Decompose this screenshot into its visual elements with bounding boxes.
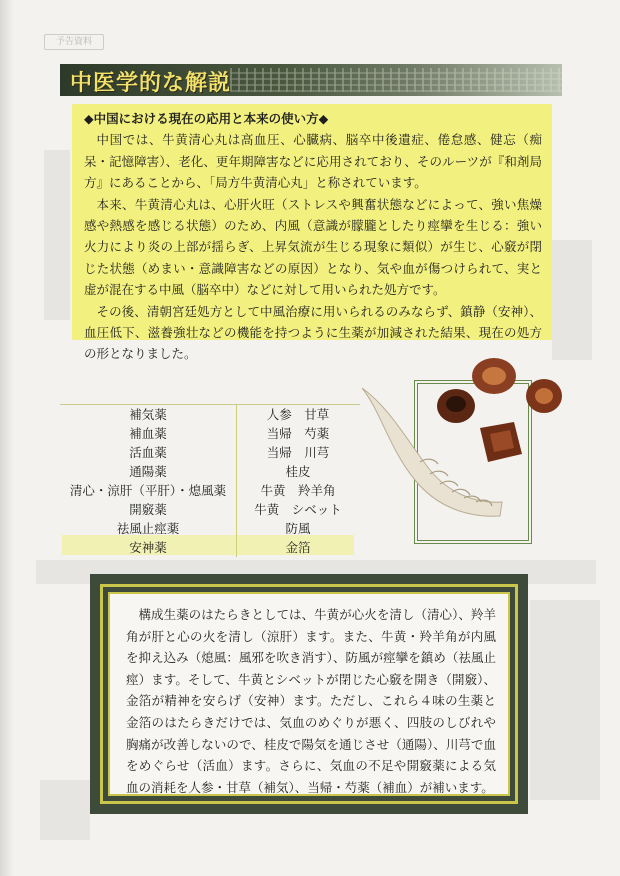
intro-heading: ◆中国における現在の応用と本来の使い方◆ bbox=[84, 111, 329, 126]
herbs-cell: 牛黄 シベット bbox=[254, 502, 342, 517]
herbs-cell: 金箔 bbox=[285, 540, 311, 555]
table-row bbox=[60, 424, 360, 443]
herbs-cell: 当帰 川芎 bbox=[266, 445, 330, 460]
page-title: 中医学的な解説 bbox=[70, 70, 232, 96]
herbs-cell: 桂皮 bbox=[285, 464, 311, 479]
document-tag: 予告資料 bbox=[44, 34, 104, 50]
effect-cell: 通陽薬 bbox=[60, 462, 237, 481]
herbs-cell: 防風 bbox=[285, 521, 311, 536]
intro-paragraph: 本来、牛黄清心丸は、心肝火旺（ストレスや興奮状態などによって、強い焦燥感や熱感を感じる状態）のため、内風（意識が朦朧としたり痙攣を生じる：強い火力により炎の上部が揺らぎ、上昇気流が生じる現象に類似）が生じ、心竅が閉じた状態（めまい・意識障害などの原因）となり、気や血が傷つけられて、実と虚が混在する中風（脳卒中）などに対して用いられた処方です。 bbox=[84, 196, 542, 298]
table-row bbox=[60, 538, 360, 557]
effect-cell: 補気薬 bbox=[60, 405, 237, 424]
show-through-block bbox=[40, 780, 90, 840]
bottom-explanation-text: 構成生薬のはたらきとしては、牛黄が心火を清し（清心）、羚羊角が肝と心の火を清し（涼肝）ます。また、牛黄・羚羊角が内風を抑え込み（熄風：風邪を吹き消す）、防風が痙攣を鎮め（祛風止痙）ます。そして、牛黄とシベットが閉じた心竅を開き（開竅）、金箔が精神を安らげ（安神）ます。ただし、これら４味の生薬と金箔のはたらきだけでは、気血のめぐりが悪く、四肢のしびれや胸痛が改善しないので、桂皮で陽気を通じさせ（通陽）、川芎で血をめぐらせ（活血）ます。さらに、気血の不足や開竅薬による気血の消耗を人参・甘草（補気）、当帰・芍薬（補血）が補います。 bbox=[126, 607, 496, 795]
table-row bbox=[60, 405, 360, 424]
effect-cell: 祛風止痙薬 bbox=[60, 519, 237, 538]
table-row bbox=[60, 519, 360, 538]
effect-cell: 安神薬 bbox=[60, 538, 237, 557]
herbs-cell: 人参 甘草 bbox=[266, 407, 330, 422]
table-row bbox=[60, 443, 360, 462]
bottom-explanation-panel bbox=[108, 592, 510, 796]
antelope-horn-image bbox=[362, 388, 502, 516]
table-row bbox=[60, 500, 360, 519]
effect-cell: 清心・涼肝（平肝）・熄風薬 bbox=[60, 481, 237, 500]
effect-cell: 補血薬 bbox=[60, 424, 237, 443]
herb-photo bbox=[360, 350, 570, 550]
intro-paragraph: 中国では、牛黄清心丸は高血圧、心臓病、脳卒中後遺症、倦怠感、健忘（痴呆・記憶障害）、老化、更年期障害などに応用されており、そのルーツが『和剤局方』にあることから、「局方牛黄清心丸」と称されています。 bbox=[84, 132, 542, 191]
herbal-pill-slices-image bbox=[437, 358, 562, 462]
show-through-block bbox=[44, 150, 70, 320]
herbs-cell: 当帰 芍薬 bbox=[266, 426, 330, 441]
fret-pattern-decoration bbox=[230, 68, 562, 92]
effect-cell: 活血薬 bbox=[60, 443, 237, 462]
table-row bbox=[60, 481, 360, 500]
herbs-cell: 牛黄 羚羊角 bbox=[260, 483, 336, 498]
effect-cell: 開竅薬 bbox=[60, 500, 237, 519]
show-through-block bbox=[552, 240, 592, 360]
show-through-block bbox=[530, 600, 600, 800]
section-title-bar bbox=[60, 64, 562, 96]
table-row bbox=[60, 462, 360, 481]
intro-section bbox=[84, 108, 542, 365]
herb-classification-table bbox=[60, 404, 360, 557]
intro-paragraph: その後、清朝宮廷処方として中風治療に用いられるのみならず、鎮静（安神）、血圧低下、滋養強壮などの機能を持つように生薬が加減された結果、現在の処方の形となりました。 bbox=[84, 303, 542, 362]
bottom-explanation-frame bbox=[90, 574, 528, 814]
page-edge-shadow bbox=[0, 0, 14, 876]
